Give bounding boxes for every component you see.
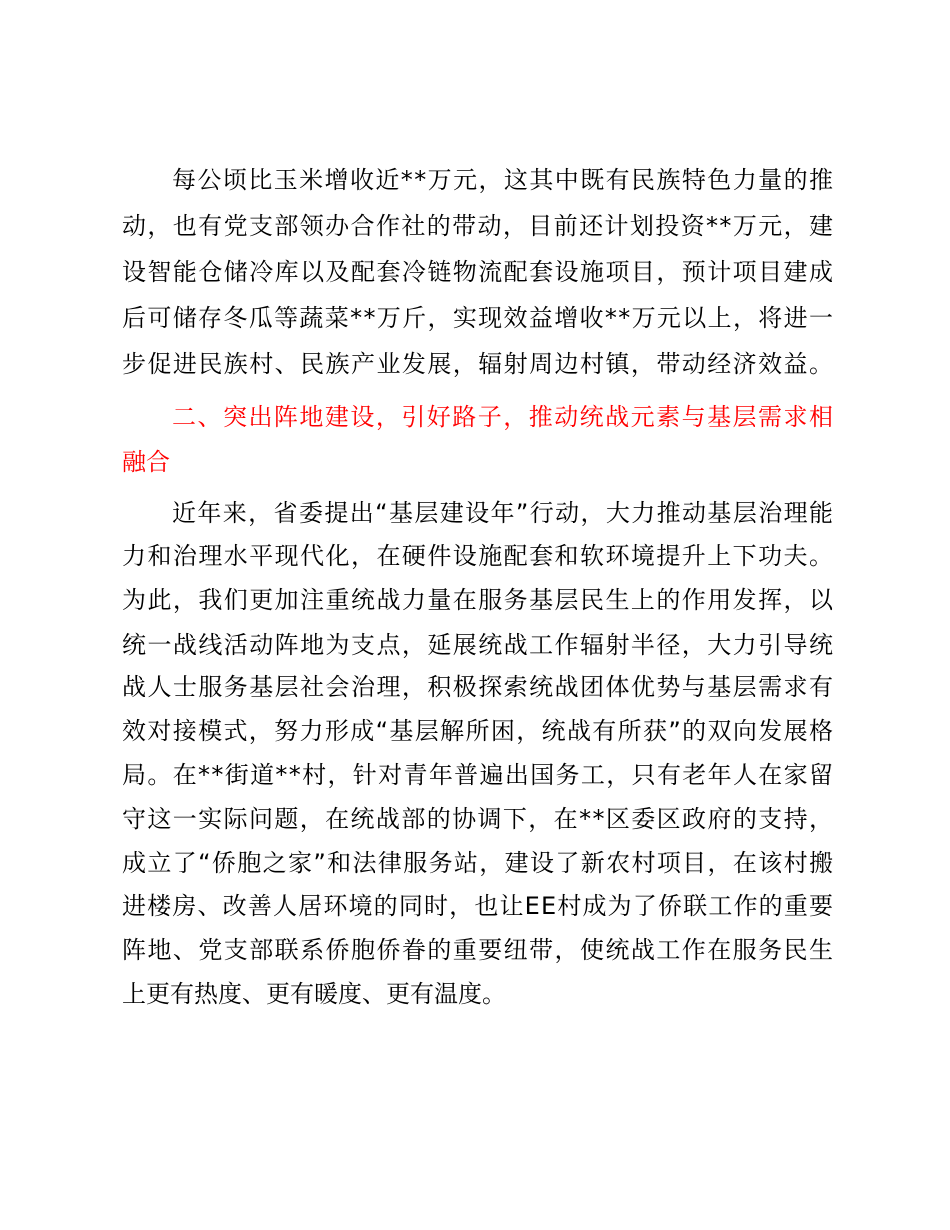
paragraph2-line-5: 战人士服务基层社会治理，积极探索统战团体优势与基层需求有: [122, 673, 835, 701]
paragraph2-line-11: 阵地、党支部联系侨胞侨眷的重要纽带，使统战工作在服务民生: [122, 936, 835, 964]
paragraph1-line-2: 动，也有党支部领办合作社的带动，目前还计划投资**万元，建: [122, 212, 835, 240]
paragraph2-line-3: 为此，我们更加注重统战力量在服务基层民生上的作用发挥，以: [122, 586, 835, 614]
paragraph1-line-3: 设智能仓储冷库以及配套冷链物流配套设施项目，预计项目建成: [122, 258, 835, 286]
paragraph1-line-4: 后可储存冬瓜等蔬菜**万斤，实现效益增收**万元以上，将进一: [122, 304, 835, 332]
section-heading-line-2: 融合: [122, 448, 170, 476]
paragraph2-line-2: 力和治理水平现代化，在硬件设施配套和软环境提升上下功夫。: [122, 542, 835, 570]
paragraph2-line-4: 统一战线活动阵地为支点，延展统战工作辐射半径，大力引导统: [122, 631, 835, 659]
paragraph2-line-8: 守这一实际问题，在统战部的协调下，在**区委区政府的支持，: [122, 805, 835, 833]
paragraph2-line-10: 进楼房、改善人居环境的同时，也让EE村成为了侨联工作的重要: [122, 892, 835, 920]
paragraph2-line-12: 上更有热度、更有暖度、更有温度。: [122, 980, 506, 1008]
paragraph2-line-9: 成立了“侨胞之家”和法律服务站，建设了新农村项目，在该村搬: [122, 849, 835, 877]
paragraph1-line-1: 每公顷比玉米增收近**万元，这其中既有民族特色力量的推: [172, 166, 835, 194]
paragraph2-line-1: 近年来，省委提出“基层建设年”行动，大力推动基层治理能: [172, 499, 835, 527]
section-heading-line-1: 二、突出阵地建设，引好路子，推动统战元素与基层需求相: [172, 403, 835, 431]
paragraph2-line-7: 局。在**街道**村，针对青年普遍出国务工，只有老年人在家留: [122, 761, 835, 789]
paragraph1-line-5: 步促进民族村、民族产业发展，辐射周边村镇，带动经济效益。: [122, 350, 835, 378]
paragraph2-line-6: 效对接模式，努力形成“基层解所困，统战有所获”的双向发展格: [122, 717, 835, 745]
